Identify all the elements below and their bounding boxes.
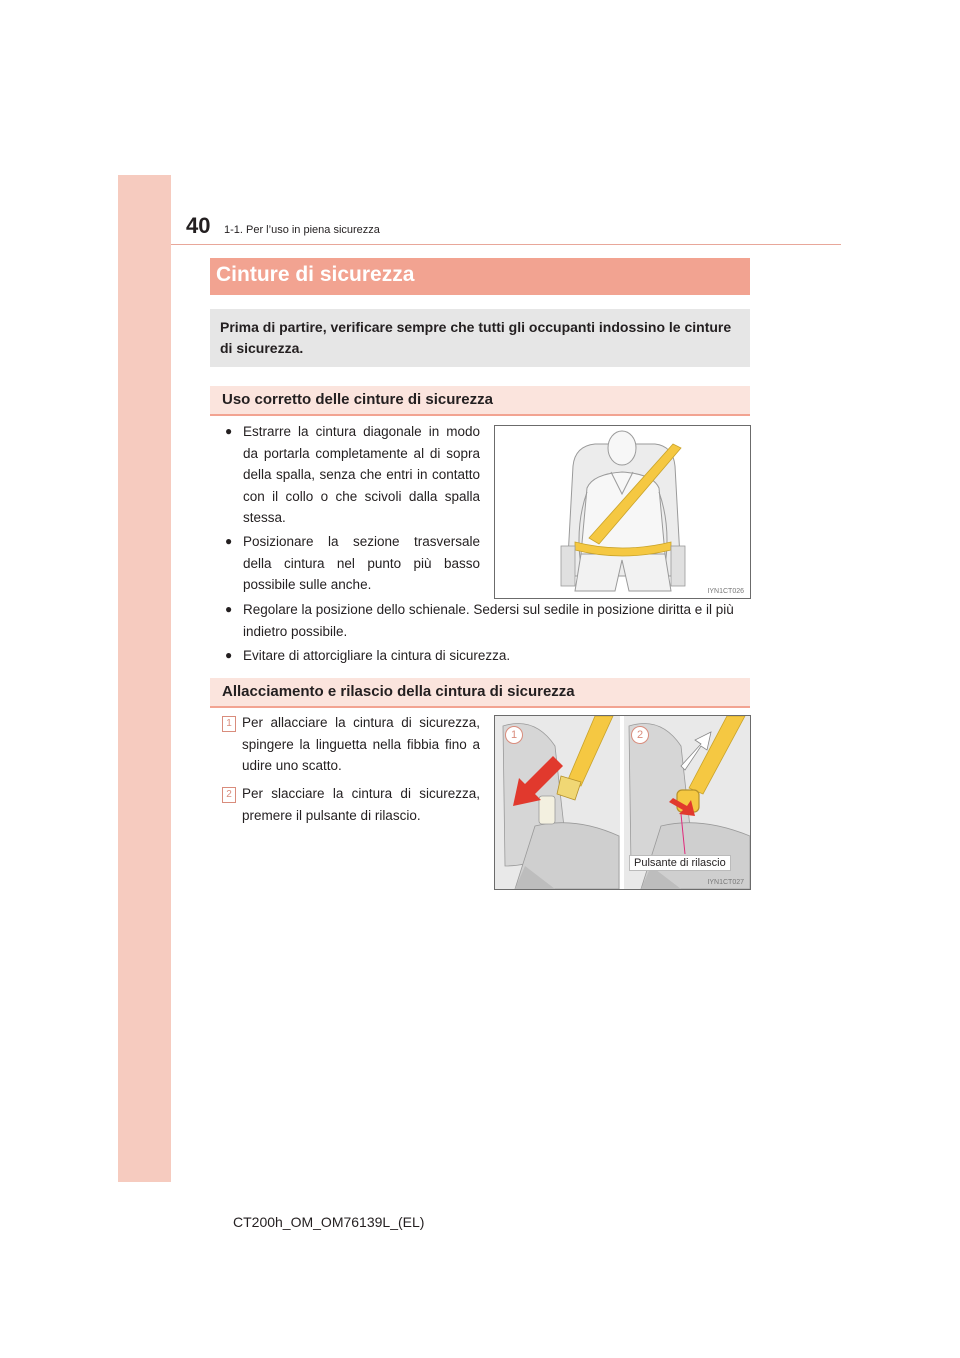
bullet-text: Estrarre la cintura diagonale in modo da portarla completamente al di sopra della spalla, senza che entri in contatto con il collo o che scivoli dalla spalla stessa. [243, 424, 480, 526]
figure-code: IYN1CT027 [707, 879, 744, 886]
subheading-text: Allacciamento e rilascio della cintura di sicurezza [222, 683, 575, 700]
subheading-fasten-release [210, 678, 750, 708]
bullet-icon: ● [225, 648, 233, 662]
intro-box [210, 309, 750, 367]
figure-code: IYN1CT026 [707, 588, 744, 595]
section-title-band [210, 258, 750, 295]
bullet-icon: ● [225, 424, 233, 438]
bullet-icon: ● [225, 602, 233, 616]
bullet-text: Posizionare la sezione trasversale della cintura nel punto più basso possibile sulle anche. [243, 534, 480, 593]
step-number-badge: 1 [222, 716, 236, 732]
step-text: Per allacciare la cintura di sicurezza, spingere la linguetta nella fibbia fino a udire uno scatto. [242, 715, 480, 774]
page-footer-code: CT200h_OM_OM76139L_(EL) [233, 1214, 425, 1230]
page-number: 40 [186, 213, 211, 238]
subheading-correct-use [210, 386, 750, 416]
figure-badge-2: 2 [631, 726, 649, 744]
header-rule [171, 244, 841, 245]
bullet-icon: ● [225, 534, 233, 548]
release-button-callout: Pulsante di rilascio [629, 855, 731, 871]
seatbelt-position-figure [494, 425, 751, 599]
occupant-illustration [495, 426, 750, 598]
step-text: Per slacciare la cintura di sicurezza, premere il pulsante di rilascio. [242, 786, 480, 823]
buckle-figure [494, 715, 751, 890]
figure-badge-1: 1 [505, 726, 523, 744]
bullet-text: Evitare di attorcigliare la cintura di sicurezza. [243, 648, 511, 663]
step-number-badge: 2 [222, 787, 236, 803]
subheading-text: Uso corretto delle cinture di sicurezza [222, 391, 493, 408]
intro-text: Prima di partire, verificare sempre che tutti gli occupanti indossino le cinture di sicurezza. [220, 319, 732, 356]
section-title: Cinture di sicurezza [216, 263, 415, 286]
chapter-side-bar [118, 175, 171, 1182]
bullet-text: Regolare la posizione dello schienale. Sedersi sul sedile in posizione diritta e il più indietro possibile. [243, 602, 734, 639]
running-header-section: 1-1. Per l’uso in piena sicurezza [224, 224, 380, 236]
